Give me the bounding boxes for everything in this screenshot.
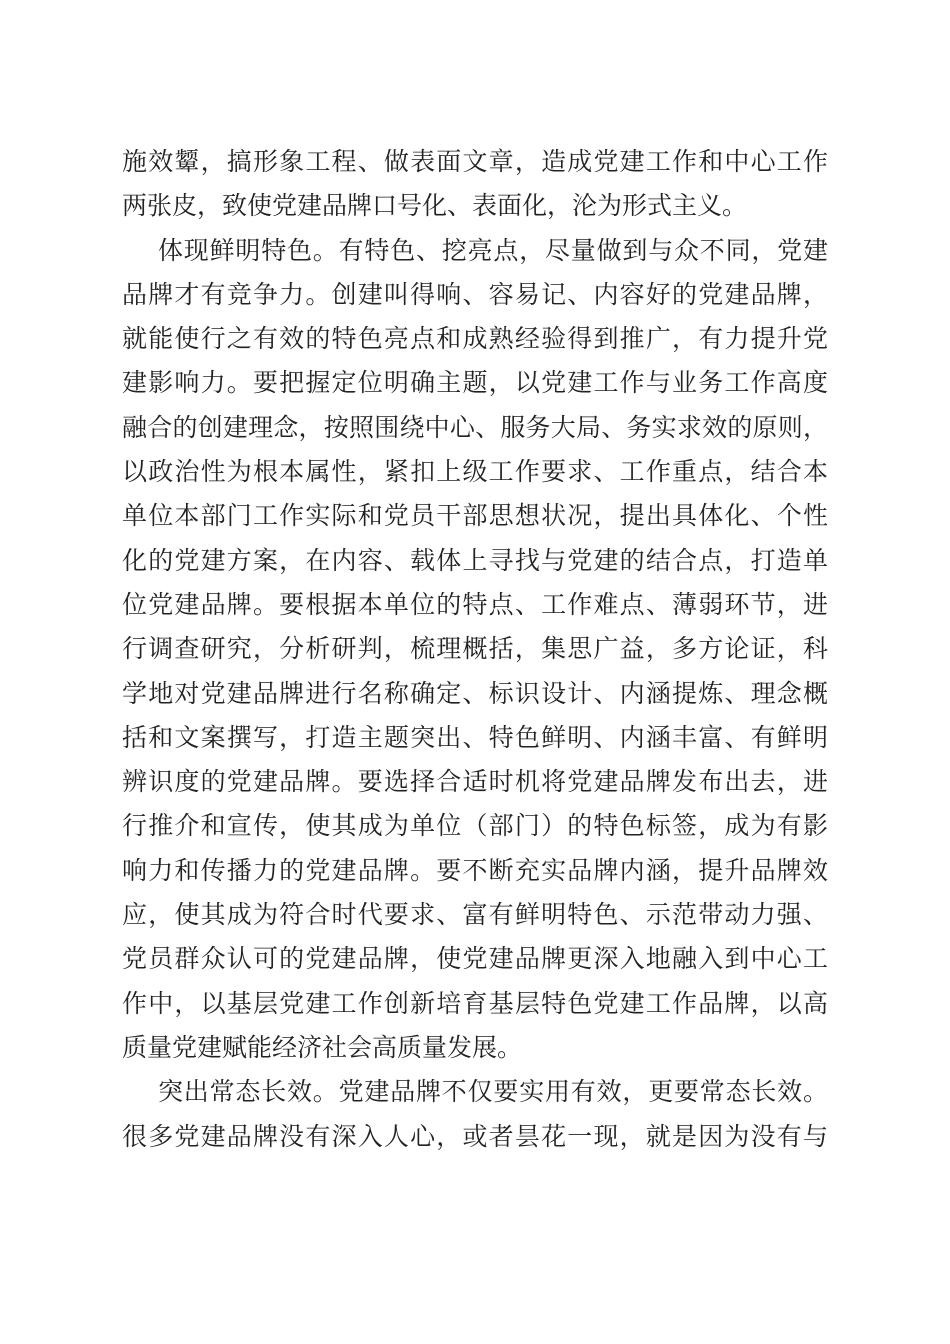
text-line: 行推介和宣传，使其成为单位（部门）的特色标签，成为有影 bbox=[122, 811, 828, 841]
text-line: 行调查研究，分析研判，梳理概括，集思广益，多方论证，科 bbox=[122, 634, 828, 664]
text-line: 建影响力。要把握定位明确主题，以党建工作与业务工作高度 bbox=[122, 368, 828, 398]
text-line: 响力和传播力的党建品牌。要不断充实品牌内涵，提升品牌效 bbox=[122, 855, 828, 885]
text-line: 以政治性为根本属性，紧扣上级工作要求、工作重点，结合本 bbox=[122, 457, 828, 487]
text-line: 施效颦，搞形象工程、做表面文章，造成党建工作和中心工作 bbox=[122, 147, 828, 176]
text-line: 融合的创建理念，按照围绕中心、服务大局、务实求效的原则， bbox=[122, 412, 828, 442]
text-line: 辨识度的党建品牌。要选择合适时机将党建品牌发布出去，进 bbox=[122, 767, 828, 797]
text-line: 位党建品牌。要根据本单位的特点、工作难点、薄弱环节，进 bbox=[122, 589, 828, 619]
text-line: 作中，以基层党建工作创新培育基层特色党建工作品牌，以高 bbox=[122, 988, 828, 1018]
text-line: 括和文案撰写，打造主题突出、特色鲜明、内涵丰富、有鲜明 bbox=[122, 722, 828, 752]
text-line: 品牌才有竞争力。创建叫得响、容易记、内容好的党建品牌， bbox=[122, 279, 828, 309]
text-line: 化的党建方案，在内容、载体上寻找与党建的结合点，打造单 bbox=[122, 545, 828, 575]
paragraph-start-line: 突出常态长效。党建品牌不仅要实用有效，更要常态长效。 bbox=[158, 1077, 828, 1107]
text-line: 单位本部门工作实际和党员干部思想状况，提出具体化、个性 bbox=[122, 501, 828, 531]
text-line: 很多党建品牌没有深入人心，或者昙花一现，就是因为没有与 bbox=[122, 1121, 828, 1151]
text-line: 学地对党建品牌进行名称确定、标识设计、内涵提炼、理念概 bbox=[122, 678, 828, 708]
body-text bbox=[122, 140, 828, 1159]
text-line: 党员群众认可的党建品牌，使党建品牌更深入地融入到中心工 bbox=[122, 944, 828, 974]
text-line: 质量党建赋能经济社会高质量发展。 bbox=[122, 1032, 523, 1062]
paragraph-start-line: 体现鲜明特色。有特色、挖亮点，尽量做到与众不同，党建 bbox=[158, 235, 828, 265]
text-line: 就能使行之有效的特色亮点和成熟经验得到推广，有力提升党 bbox=[122, 324, 828, 354]
text-line: 应，使其成为符合时代要求、富有鲜明特色、示范带动力强、 bbox=[122, 900, 828, 930]
text-line: 两张皮，致使党建品牌口号化、表面化，沦为形式主义。 bbox=[122, 191, 748, 221]
